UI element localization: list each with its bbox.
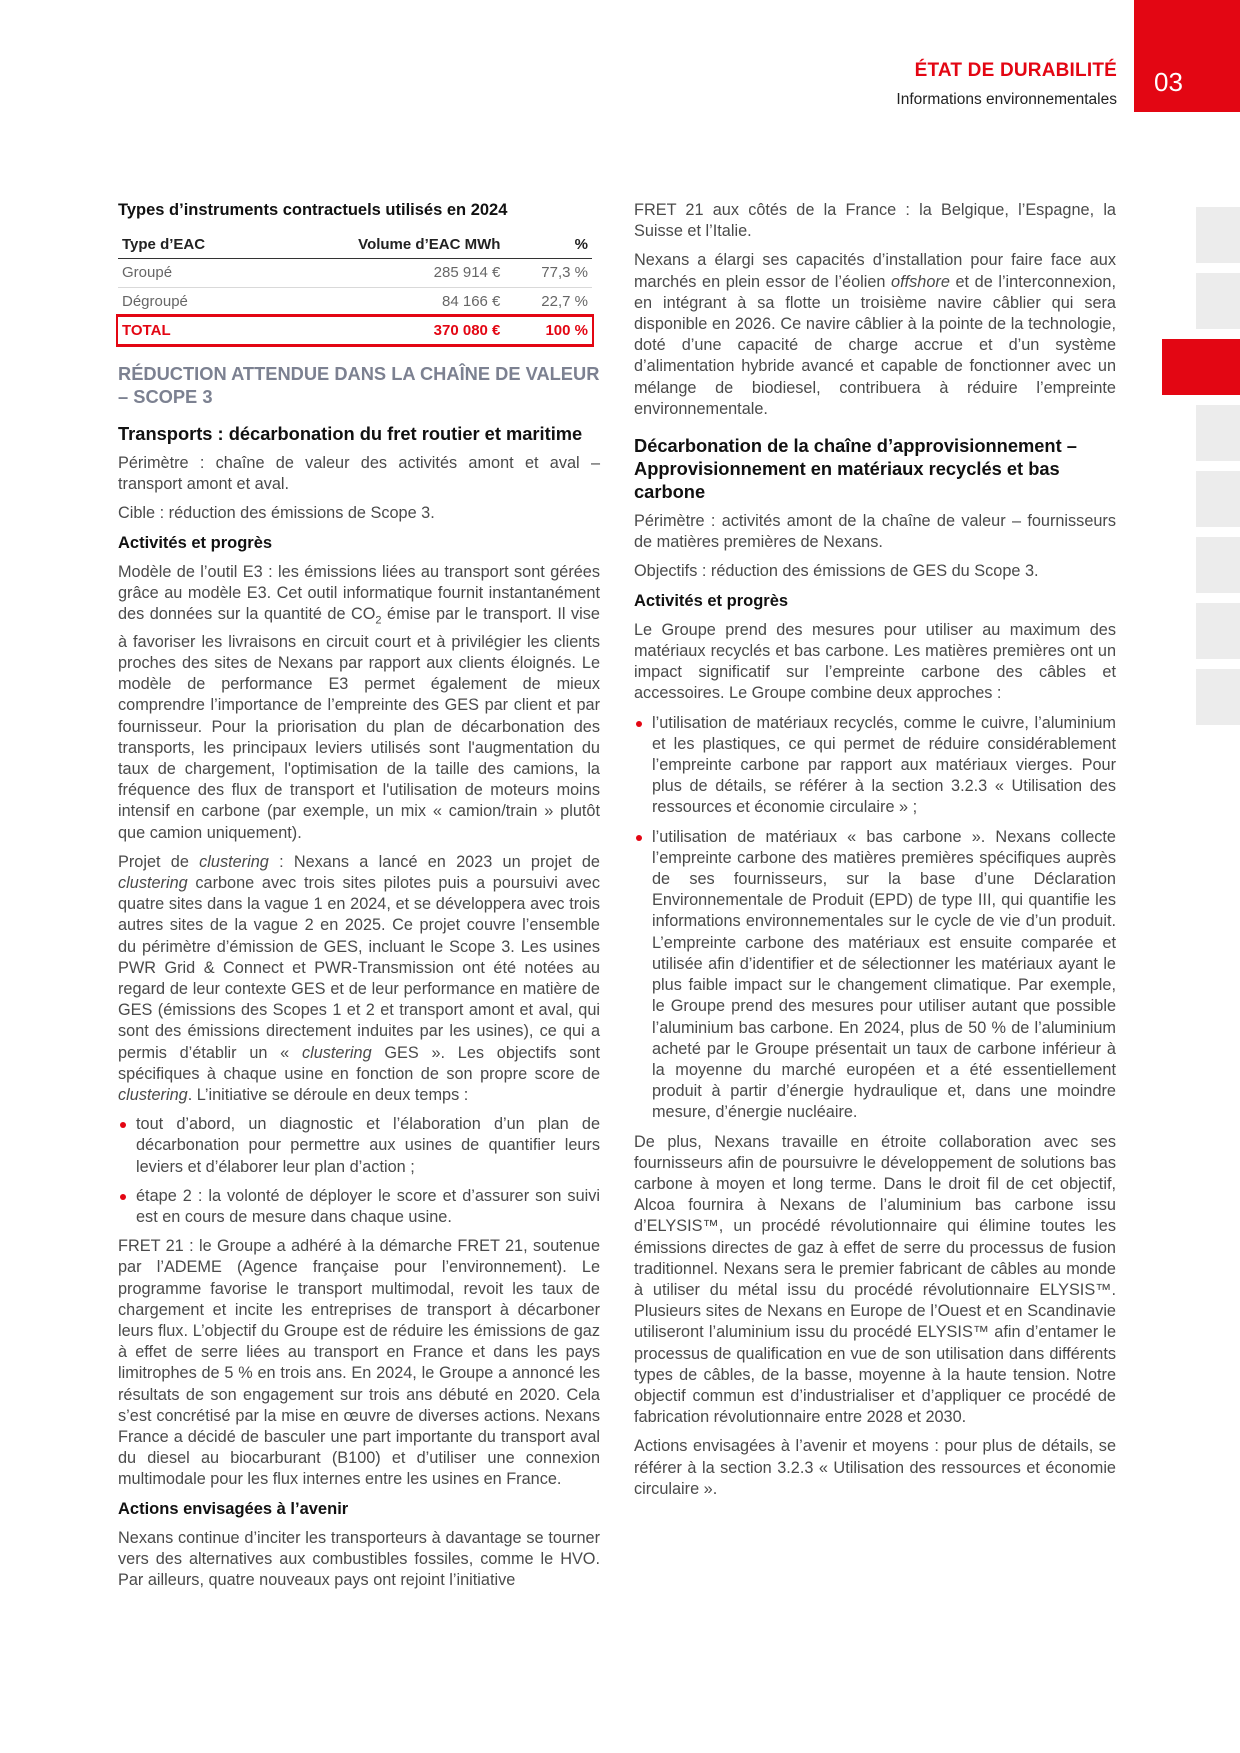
- actions-paragraph: Nexans continue d’inciter les transporteurs à davantage se tourner vers des alternatives aux combustibles fossiles, comme le HVO. Par ailleurs, quatre nouveaux pays ont rejoint l’initiative: [118, 1528, 600, 1590]
- alcoa-paragraph: De plus, Nexans travaille en étroite collaboration avec ses fournisseurs afin de poursuivre le développement de solutions bas carbone à moyen et long terme. Dans le droit fil de cet objectif, Alcoa fournira à Nexans de l’aluminium bas carbone issu d’ELYSIS™, un procédé révolutionnaire qui élimine toutes les émissions directes de gaz à effet de serre du processus de fusion traditionnel. Nexans sera le premier fabricant de câbles au monde à utiliser du métal issu du procédé révolutionnaire ELYSIS™. Plusieurs sites de Nexans en Europe de l’Ouest et en Scandinavie utiliseront l’aluminium issu du procédé ELYSIS™ afin d’entamer le processus de qualification en vue de son utilisation dans différents types de câbles, de la basse, moyenne à la haute tension. Notre objectif commun est d’industrialiser et d’appliquer ce procédé de fabrication révolutionnaire entre 2028 et 2030.: [634, 1132, 1116, 1427]
- side-tab-8[interactable]: [1196, 669, 1240, 725]
- table-total-percent: 100 %: [504, 316, 592, 345]
- table-header-row: [118, 229, 592, 259]
- header-section-subtitle: Informations environnementales: [896, 91, 1117, 108]
- list-item: étape 2 : la volonté de déployer le score et d’assurer son suivi est en cours de mesure dans chaque usine.: [118, 1186, 600, 1228]
- table-row: [118, 259, 592, 287]
- side-tab-5[interactable]: [1196, 471, 1240, 527]
- transport-heading: Transports : décarbonation du fret routier et maritime: [118, 423, 583, 445]
- table-cell: 285 914 €: [264, 259, 505, 287]
- side-navigation-tabs: [1196, 207, 1240, 735]
- clustering-text: . L’initiative se déroule en deux temps :: [187, 1085, 469, 1104]
- chapter-tab[interactable]: [1134, 0, 1240, 112]
- fret21-continuation: FRET 21 aux côtés de la France : la Belgique, l’Espagne, la Suisse et l’Italie.: [634, 201, 1116, 241]
- clustering-italic: clustering: [118, 1085, 188, 1104]
- activites-heading: Activités et progrès: [118, 533, 273, 552]
- materials-bullet-list: [634, 713, 1116, 1124]
- right-column: [634, 200, 1116, 1508]
- side-tab-4[interactable]: [1196, 405, 1240, 461]
- table-total-row: [118, 316, 592, 345]
- actions-paragraph: Actions envisagées à l’avenir et moyens : pour plus de détails, se référer à la section 3.2.3 « Utilisation des ressources et économie circulaire ».: [634, 1437, 1116, 1498]
- objectifs-text: Objectifs : réduction des émissions de GES du Scope 3.: [634, 562, 1039, 581]
- table-total-label: TOTAL: [118, 316, 264, 345]
- table-header-type: Type d’EAC: [118, 229, 264, 259]
- table-cell: 77,3 %: [504, 259, 592, 287]
- clustering-text: carbone avec trois sites pilotes puis a poursuivi avec quatre sites dans la vague 1 en 2024, et se développera avec trois autres sites de la vague 2 en 2025. Ce projet couvre l’ensemble du périmètre d’émission de GES, incluant le Scope 3. Les usines PWR Grid & Connect et PWR-Transmission ont été notées au regard de leur contexte GES et de leur performance en matière de GES (émissions des Scopes 1 et 2 et transport amont et aval, qui sont des émissions directement induites par les usines), ce qui a permis d’établir un «: [118, 873, 600, 1062]
- navire-paragraph: [634, 250, 1116, 420]
- e3-text-part-1: Modèle de l’outil E3 : les émissions liées au transport sont gérées grâce au modèle E3. Cet outil informatique fournit instantanément des données sur la quantité de CO: [118, 562, 600, 624]
- clustering-italic: clustering: [199, 852, 269, 871]
- table-cell: Groupé: [118, 259, 264, 287]
- side-tab-6[interactable]: [1196, 537, 1240, 593]
- eac-table: [118, 229, 592, 346]
- list-item: l’utilisation de matériaux recyclés, comme le cuivre, l’aluminium et les plastiques, ce qui permet de réduire considérablement l’empreinte carbone par rapport aux matériaux vierges. Pour plus de détails, se référer à la section 3.2.3 « Utilisation des ressources et économie circulaire » ;: [634, 713, 1116, 819]
- table-header-volume: Volume d’EAC MWh: [264, 229, 505, 259]
- fret21-paragraph: FRET 21 : le Groupe a adhéré à la démarche FRET 21, soutenue par l’ADEME (Agence française pour l’environnement). Le programme favorise le transport multimodal, revoit les taux de chargement et incite les entreprises de transport à décarboner leurs flux. L’objectif du Groupe est de réduire les émissions de gaz à effet de serre liées au transport en France et dans les pays limitrophes de 5 % en trois ans. En 2024, le Groupe a annoncé les résultats de son engagement sur trois ans débuté en 2020. Cela s’est concrétisé par la mise en œuvre de diverses actions. Nexans France a décidé de basculer une part importante du transport aval du diesel au biocarburant (B100) et d’utiliser une connexion multimodale pour les flux internes entre les usines en France.: [118, 1237, 600, 1489]
- side-tab-3-active[interactable]: [1162, 339, 1240, 395]
- table-cell: Dégroupé: [118, 287, 264, 316]
- side-tab-2[interactable]: [1196, 273, 1240, 329]
- table-cell: 22,7 %: [504, 287, 592, 316]
- clustering-italic: clustering: [301, 1043, 372, 1062]
- navire-text: et de l’interconnexion, en intégrant à sa flotte un troisième navire câblier qui sera disponible en 2026. Ce navire câblier à la pointe de la technologie, doté d’une capacité de charge accrue et d’un système d’alimentation hybride avancé et capable de fonctionner avec un mélange de biodiesel, contribuera à réduire l’empreinte environnementale.: [634, 272, 1116, 418]
- actions-heading: Actions envisagées à l’avenir: [118, 1499, 349, 1518]
- list-item: tout d’abord, un diagnostic et l’élaboration d’un plan de décarbonation pour permettre aux usines de quantifier leurs leviers et d’élaborer leur plan d’action ;: [118, 1114, 600, 1178]
- side-tab-1[interactable]: [1196, 207, 1240, 263]
- clustering-text: GES ». Les objectifs sont spécifiques à chaque usine en fonction de son propre score de: [118, 1043, 600, 1083]
- clustering-text: : Nexans a lancé en 2023 un projet de: [268, 852, 600, 871]
- e3-text-part-2: émise par le transport. Il vise à favoriser les livraisons en circuit court et à privilégier les clients proches des sites de Nexans par rapport aux clients éloignés. Le modèle de performance E3 permet également de mieux comprendre l’importance de l’empreinte des GES par client et par fournisseur. Pour la priorisation du plan de décarbonation des transports, les principaux leviers utilisés sont l'augmentation du taux de chargement, l'optimisation de la taille des camions, la fréquence des flux de transport et l'utilisation de moteurs moins intensif en carbone (par exemple, un mix « camion/train » plutôt que camion uniquement).: [118, 605, 600, 842]
- intro-paragraph: Le Groupe prend des mesures pour utiliser au maximum des matériaux recyclés et bas carbone. Les matières premières ont un impact significatif sur l’empreinte carbone des câbles et accessoires. Le Groupe combine deux approches :: [634, 620, 1116, 703]
- table-cell: 84 166 €: [264, 287, 505, 316]
- activites-heading: Activités et progrès: [634, 591, 789, 610]
- offshore-italic: offshore: [891, 272, 950, 291]
- side-tab-7[interactable]: [1196, 603, 1240, 659]
- navire-text: Nexans a élargi ses capacités d’installation pour faire face aux marchés en plein essor de l’éolien: [634, 251, 1116, 291]
- chapter-number: 03: [1154, 67, 1183, 97]
- supply-chain-heading: Décarbonation de la chaîne d’approvisionnement – Approvisionnement en matériaux recyclés et bas carbone: [634, 435, 1077, 503]
- table-title: Types d’instruments contractuels utilisés en 2024: [118, 201, 508, 219]
- table-header-percent: %: [504, 229, 592, 259]
- clustering-italic: clustering: [118, 873, 188, 892]
- perimetre-text: Périmètre : chaîne de valeur des activités amont et aval – transport amont et aval.: [118, 454, 600, 494]
- e3-paragraph: [118, 562, 600, 844]
- co2-subscript: 2: [375, 614, 382, 627]
- left-column: [118, 200, 600, 1599]
- header-section-title: ÉTAT DE DURABILITÉ: [914, 60, 1117, 81]
- clustering-bullet-list: [118, 1114, 600, 1228]
- list-item: l’utilisation de matériaux « bas carbone ». Nexans collecte l’empreinte carbone des matières premières spécifiques auprès de ses fournisseurs, sur la base d’une Déclaration Environnementale de Produit (EPD) de type III, qui quantifie les informations environnementales sur le cycle de vie d’un produit. L’empreinte carbone des matériaux est ensuite comparée et utilisée afin d’identifier et de sélectionner les matériaux ayant le plus faible impact sur le changement climatique. Par exemple, le Groupe prend des mesures pour utiliser autant que possible l’aluminium bas carbone. En 2024, plus de 50 % de l’aluminium acheté par le Groupe présentait un taux de carbone inférieur à la moyenne du marché européen et a été essentiellement produit à partir d’énergie hydraulique et, dans une moindre mesure, d’énergie nucléaire.: [634, 827, 1116, 1124]
- perimetre-text: Périmètre : activités amont de la chaîne de valeur – fournisseurs de matières premières de Nexans.: [634, 512, 1116, 552]
- cible-text: Cible : réduction des émissions de Scope 3.: [118, 504, 435, 523]
- section-heading-scope3: RÉDUCTION ATTENDUE DANS LA CHAÎNE DE VALEUR – SCOPE 3: [118, 363, 600, 408]
- clustering-text: Projet de: [118, 852, 200, 871]
- table-row: [118, 287, 592, 316]
- table-total-volume: 370 080 €: [264, 316, 505, 345]
- clustering-paragraph: [118, 852, 600, 1106]
